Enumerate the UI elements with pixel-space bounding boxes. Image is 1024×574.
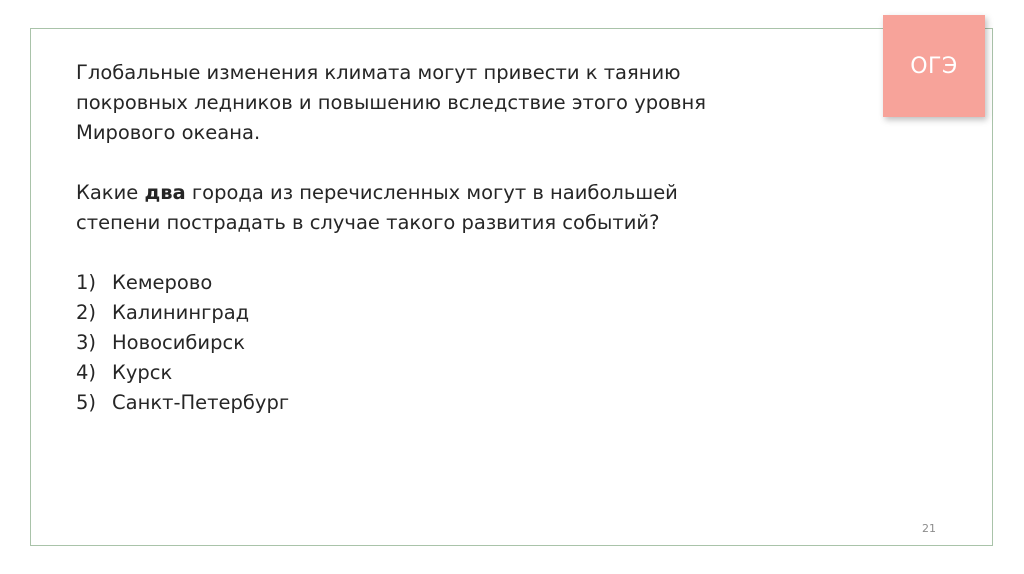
question-emphasis: два	[144, 181, 186, 204]
answer-option	[76, 358, 876, 388]
answer-option	[76, 388, 876, 418]
option-number: 1)	[76, 271, 97, 294]
question-text-end: города из перечисленных могут в наибольшей	[185, 181, 678, 204]
option-label: Курск	[112, 361, 173, 384]
slide-content	[76, 58, 876, 418]
option-number: 2)	[76, 301, 97, 324]
answer-option	[76, 268, 876, 298]
page-number: 21	[922, 522, 936, 535]
option-number: 3)	[76, 331, 97, 354]
option-label: Калининград	[112, 301, 250, 324]
intro-line-1: Глобальные изменения климата могут привести к таянию	[76, 61, 681, 84]
answer-option	[76, 328, 876, 358]
question-text-start: Какие	[76, 181, 145, 204]
option-label: Новосибирск	[112, 331, 245, 354]
answer-options	[76, 268, 876, 418]
option-label: Санкт-Петербург	[112, 391, 290, 414]
answer-option	[76, 298, 876, 328]
question-line-1	[76, 178, 876, 208]
question-line-2: степени пострадать в случае такого развития событий?	[76, 211, 660, 234]
exam-badge	[883, 15, 985, 117]
option-label: Кемерово	[112, 271, 213, 294]
option-number: 5)	[76, 391, 97, 414]
intro-line-2: покровных ледников и повышению вследствие этого уровня	[76, 91, 707, 114]
spacer	[76, 238, 876, 268]
intro-line-3: Мирового океана.	[76, 121, 261, 144]
spacer	[76, 148, 876, 178]
exam-badge-label: ОГЭ	[910, 53, 958, 79]
option-number: 4)	[76, 361, 97, 384]
